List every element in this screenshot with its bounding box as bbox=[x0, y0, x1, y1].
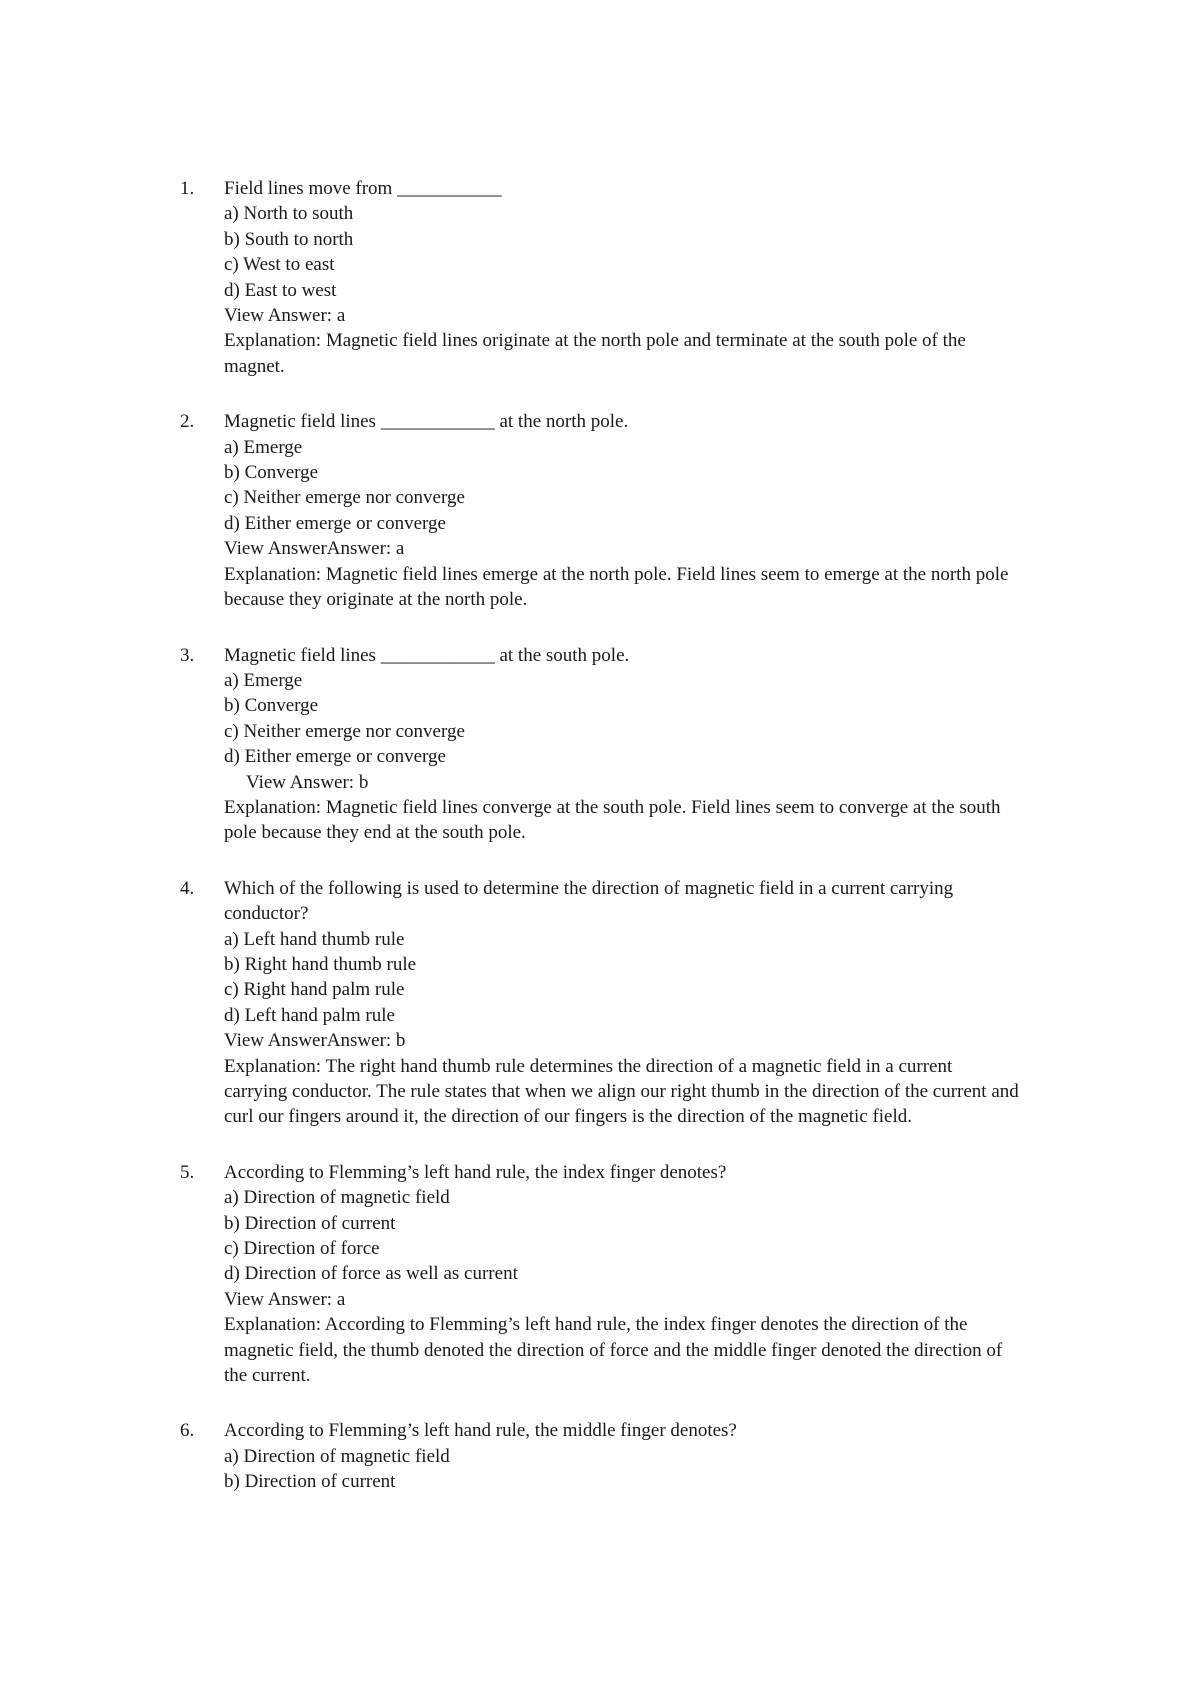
option: c) Right hand palm rule bbox=[224, 979, 405, 1001]
option: c) Direction of force bbox=[224, 1238, 380, 1260]
option: d) Either emerge or converge bbox=[224, 512, 446, 534]
option: a) Emerge bbox=[224, 436, 303, 458]
option: a) Direction of magnetic field bbox=[224, 1187, 450, 1209]
option: b) Converge bbox=[224, 462, 319, 484]
question-list bbox=[0, 176, 1200, 1527]
option: b) Direction of current bbox=[224, 1212, 396, 1234]
answer-line: View Answer: a bbox=[224, 1288, 346, 1310]
question-item bbox=[0, 643, 1200, 846]
question-item bbox=[0, 1418, 1200, 1494]
option: d) Either emerge or converge bbox=[224, 746, 446, 768]
question-number: 5. bbox=[180, 1161, 195, 1183]
option: d) Left hand palm rule bbox=[224, 1004, 395, 1026]
question-number: 6. bbox=[180, 1420, 195, 1442]
answer-line: View Answer: b bbox=[246, 771, 369, 793]
option: a) Direction of magnetic field bbox=[224, 1445, 450, 1467]
option: d) Direction of force as well as current bbox=[224, 1263, 518, 1285]
question-stem: According to Flemming’s left hand rule, the middle finger denotes? bbox=[224, 1420, 737, 1442]
option: a) North to south bbox=[224, 203, 354, 225]
option: a) Left hand thumb rule bbox=[224, 928, 405, 950]
option: b) South to north bbox=[224, 228, 354, 250]
question-item bbox=[0, 409, 1200, 612]
question-stem: Magnetic field lines ____________ at the south pole. bbox=[224, 644, 630, 666]
answer-line: View Answer: a bbox=[224, 305, 346, 327]
option: c) West to east bbox=[224, 254, 335, 276]
explanation: Explanation: The right hand thumb rule determines the direction of a magnetic field in a current carrying conductor. The rule states that when we align our right thumb in the direction of the current and curl our fingers around it, the direction of our fingers is the direction of the magnetic field. bbox=[224, 1055, 1019, 1128]
question-number: 3. bbox=[180, 644, 195, 666]
explanation: Explanation: Magnetic field lines emerge at the north pole. Field lines seem to emerge at the north pole because they originate at the north pole. bbox=[224, 563, 1009, 611]
question-number: 1. bbox=[180, 178, 195, 199]
option: c) Neither emerge nor converge bbox=[224, 720, 465, 742]
option: b) Right hand thumb rule bbox=[224, 953, 417, 975]
question-item bbox=[0, 876, 1200, 1130]
option: a) Emerge bbox=[224, 669, 303, 691]
option: c) Neither emerge nor converge bbox=[224, 487, 465, 509]
question-item bbox=[0, 1160, 1200, 1389]
explanation: Explanation: Magnetic field lines originate at the north pole and terminate at the south pole of the magnet. bbox=[224, 330, 966, 377]
answer-line: View AnswerAnswer: a bbox=[224, 538, 405, 560]
option: d) East to west bbox=[224, 279, 337, 301]
question-stem: Field lines move from ___________ bbox=[224, 178, 502, 199]
question-stem: Which of the following is used to determine the direction of magnetic field in a current carrying conductor? bbox=[224, 877, 954, 925]
question-number: 4. bbox=[180, 877, 195, 899]
answer-line: View AnswerAnswer: b bbox=[224, 1030, 406, 1052]
explanation: Explanation: Magnetic field lines converge at the south pole. Field lines seem to converge at the south pole because they end at the south pole. bbox=[224, 796, 1001, 844]
question-item bbox=[0, 176, 1200, 379]
question-stem: According to Flemming’s left hand rule, the index finger denotes? bbox=[224, 1161, 727, 1183]
option: b) Converge bbox=[224, 695, 319, 717]
question-stem: Magnetic field lines ____________ at the north pole. bbox=[224, 411, 629, 433]
option: b) Direction of current bbox=[224, 1471, 396, 1493]
explanation: Explanation: According to Flemming’s left hand rule, the index finger denotes the direction of the magnetic field, the thumb denoted the direction of force and the middle finger denoted the direction of the current. bbox=[224, 1314, 1003, 1387]
question-number: 2. bbox=[180, 411, 195, 433]
